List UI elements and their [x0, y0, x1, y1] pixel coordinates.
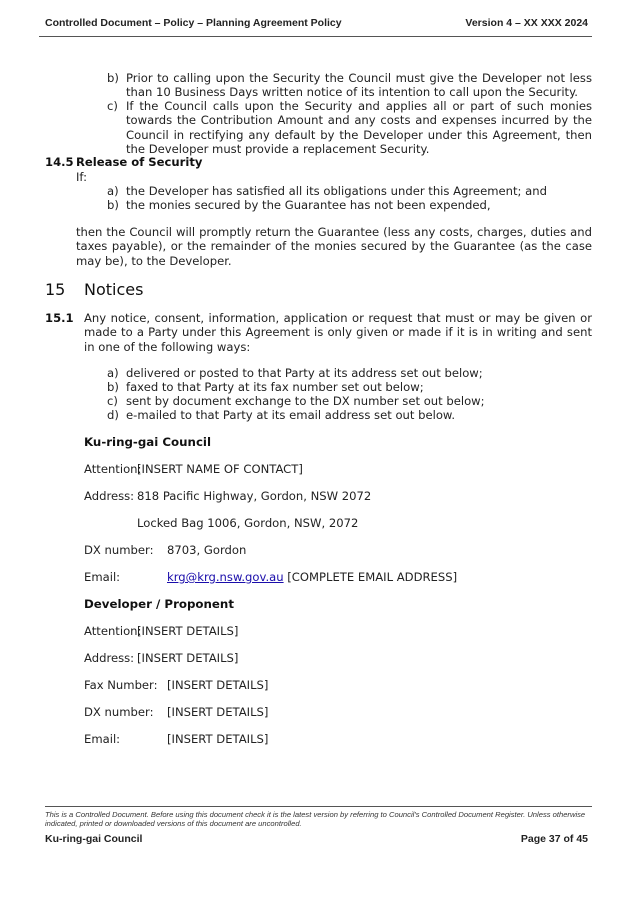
attention-value: [INSERT NAME OF CONTACT]	[137, 462, 303, 476]
party-heading-developer: Developer / Proponent	[84, 597, 234, 611]
clause-14-4-b-text: Prior to calling upon the Security the Council must give the Developer not less than 10 Business Days written notice of its intention to call upon the Security.	[126, 71, 592, 100]
clause-14-5-b-text: the monies secured by the Guarantee has not been expended,	[126, 198, 491, 212]
party-heading-council: Ku-ring-gai Council	[84, 435, 212, 449]
list-item: faxed to that Party at its fax number set out below;	[126, 380, 424, 394]
dx-value: [INSERT DETAILS]	[167, 705, 269, 719]
page-footer	[45, 833, 588, 845]
list-marker: a)	[107, 366, 119, 380]
list-marker: b)	[107, 71, 119, 85]
section-heading: Notices	[84, 280, 144, 299]
email-value: [INSERT DETAILS]	[167, 732, 269, 746]
clause-14-5-a-text: the Developer has satisfied all its obligations under this Agreement; and	[126, 184, 547, 198]
attention-label: Attention:	[84, 624, 142, 638]
clause-14-4-c-text: If the Council calls upon the Security and applies all or part of such monies towards the Contribution Amount and any costs and expenses incurred by the Council in rectifying any default by the Developer under this Agreement, then the Developer must provide a replacement Security.	[126, 99, 592, 157]
email-link[interactable]: krg@krg.nsw.gov.au	[167, 570, 284, 584]
document-title: Controlled Document – Policy – Planning Agreement Policy	[45, 17, 342, 29]
footer-organisation: Ku-ring-gai Council	[45, 833, 143, 845]
clause-14-5-conclusion: then the Council will promptly return the Guarantee (less any costs, charges, duties and taxes payable), or the remainder of the monies secured by the Guarantee (as the case may be), to the Developer.	[76, 225, 592, 268]
list-marker: d)	[107, 408, 119, 422]
list-marker: c)	[107, 99, 118, 113]
clause-15-1-text: Any notice, consent, information, application or request that must or may be given or made to a Party under this Agreement is only given or made if it is in writing and sent in one of the following ways:	[84, 311, 592, 354]
footer-divider	[45, 806, 592, 807]
address-line-2: Locked Bag 1006, Gordon, NSW, 2072	[137, 516, 359, 530]
clause-number: 15.1	[45, 311, 74, 325]
email-line	[167, 570, 457, 584]
dx-label: DX number:	[84, 543, 154, 557]
list-marker: b)	[107, 198, 119, 212]
list-item: delivered or posted to that Party at its address set out below;	[126, 366, 483, 380]
list-item: e-mailed to that Party at its email address set out below.	[126, 408, 456, 422]
attention-value: [INSERT DETAILS]	[137, 624, 239, 638]
header-divider	[39, 36, 592, 37]
email-note: [COMPLETE EMAIL ADDRESS]	[287, 570, 458, 584]
dx-label: DX number:	[84, 705, 154, 719]
list-marker: a)	[107, 184, 119, 198]
attention-label: Attention:	[84, 462, 142, 476]
address-label: Address:	[84, 651, 135, 665]
clause-heading: Release of Security	[76, 155, 203, 169]
footer-disclaimer: This is a Controlled Document. Before using this document check it is the latest version by referring to Council's Controlled Document Register. Unless otherwise indicated, printed or downloaded versions of this document are uncontrolled.	[45, 810, 586, 829]
email-label: Email:	[84, 570, 121, 584]
address-line-1: 818 Pacific Highway, Gordon, NSW 2072	[137, 489, 372, 503]
address-value: [INSERT DETAILS]	[137, 651, 239, 665]
clause-number: 14.5	[45, 155, 74, 169]
document-version: Version 4 – XX XXX 2024	[465, 17, 588, 29]
list-item: sent by document exchange to the DX number set out below;	[126, 394, 485, 408]
clause-intro: If:	[76, 170, 87, 184]
page-number: Page 37 of 45	[520, 833, 588, 845]
address-label: Address:	[84, 489, 135, 503]
email-label: Email:	[84, 732, 121, 746]
list-marker: b)	[107, 380, 119, 394]
page-header	[45, 17, 588, 29]
list-marker: c)	[107, 394, 118, 408]
section-number: 15	[45, 280, 66, 299]
fax-label: Fax Number:	[84, 678, 158, 692]
dx-value: 8703, Gordon	[167, 543, 247, 557]
fax-value: [INSERT DETAILS]	[167, 678, 269, 692]
